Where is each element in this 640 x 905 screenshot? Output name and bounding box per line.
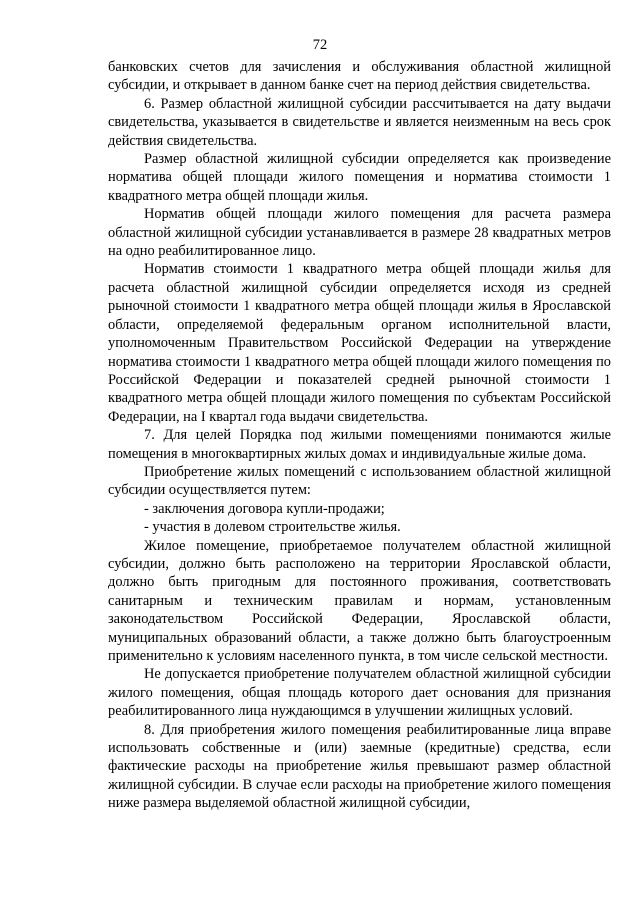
document-body <box>108 58 611 813</box>
paragraph: Не допускается приобретение получателем областной жилищной субсидии жилого помещения, общая площадь которого дает основания для признания реабилитированного лица нуждающимся в улучшении жилищных условий. <box>108 666 611 720</box>
paragraph-item-7: 7. Для целей Порядка под жилыми помещениями понимаются жилые помещения в многоквартирных жилых домах и индивидуальные жилые дома. <box>108 427 611 462</box>
paragraph: Жилое помещение, приобретаемое получателем областной жилищной субсидии, должно быть расположено на территории Ярославской области, должно быть пригодным для постоянного проживания, соответствовать санитарным и техническим правилам и нормам, установленным законодательством Российской Федерации, Ярославской области, муниципальных образований области, а также должно быть благоустроенным применительно к условиям населенного пункта, в том числе сельской местности. <box>108 537 611 664</box>
paragraph: Норматив стоимости 1 квадратного метра общей площади жилья для расчета областной жилищной субсидии определяется исходя из средней рыночной стоимости 1 квадратного метра общей площади жилья в Ярославской области, определяемой федеральным органом исполнительной власти, уполномоченным Правительством Российской Федерации на утверждение норматива стоимости 1 квадратного метра общей площади жилого помещения по Российской Федерации и показателей средней рыночной стоимости 1 квадратного метра общей площади жилого помещения по субъектам Российской Федерации, на I квартал года выдачи свидетельства. <box>108 261 611 425</box>
list-item: - участия в долевом строительстве жилья. <box>144 519 401 536</box>
paragraph: Приобретение жилых помещений с использованием областной жилищной субсидии осуществляется путем: <box>108 463 611 499</box>
paragraph-item-6: 6. Размер областной жилищной субсидии рассчитывается на дату выдачи свидетельства, указывается в свидетельстве и является неизменным на весь срок действия свидетельства. <box>108 95 611 149</box>
paragraph: Норматив общей площади жилого помещения для расчета размера областной жилищной субсидии устанавливается в размере 28 квадратных метров на одно реабилитированное лицо. <box>108 206 611 260</box>
list-item: - заключения договора купли-продажи; <box>144 500 385 517</box>
paragraph-item-8: 8. Для приобретения жилого помещения реабилитированные лица вправе использовать собственные и (или) заемные (кредитные) средства, если фактические расходы на приобретение жилья превышают размер областной жилищной субсидии. В случае если расходы на приобретение жилого помещения ниже размера выделяемой областной жилищной субсидии, <box>108 721 611 812</box>
page-number: 72 <box>312 37 328 53</box>
paragraph-continuation: банковских счетов для зачисления и обслуживания областной жилищной субсидии, и открывает в данном банке счет на период действия свидетельства. <box>108 59 611 94</box>
paragraph: Размер областной жилищной субсидии определяется как произведение норматива общей площади жилого помещения и норматива стоимости 1 квадратного метра общей площади жилья. <box>108 151 611 204</box>
